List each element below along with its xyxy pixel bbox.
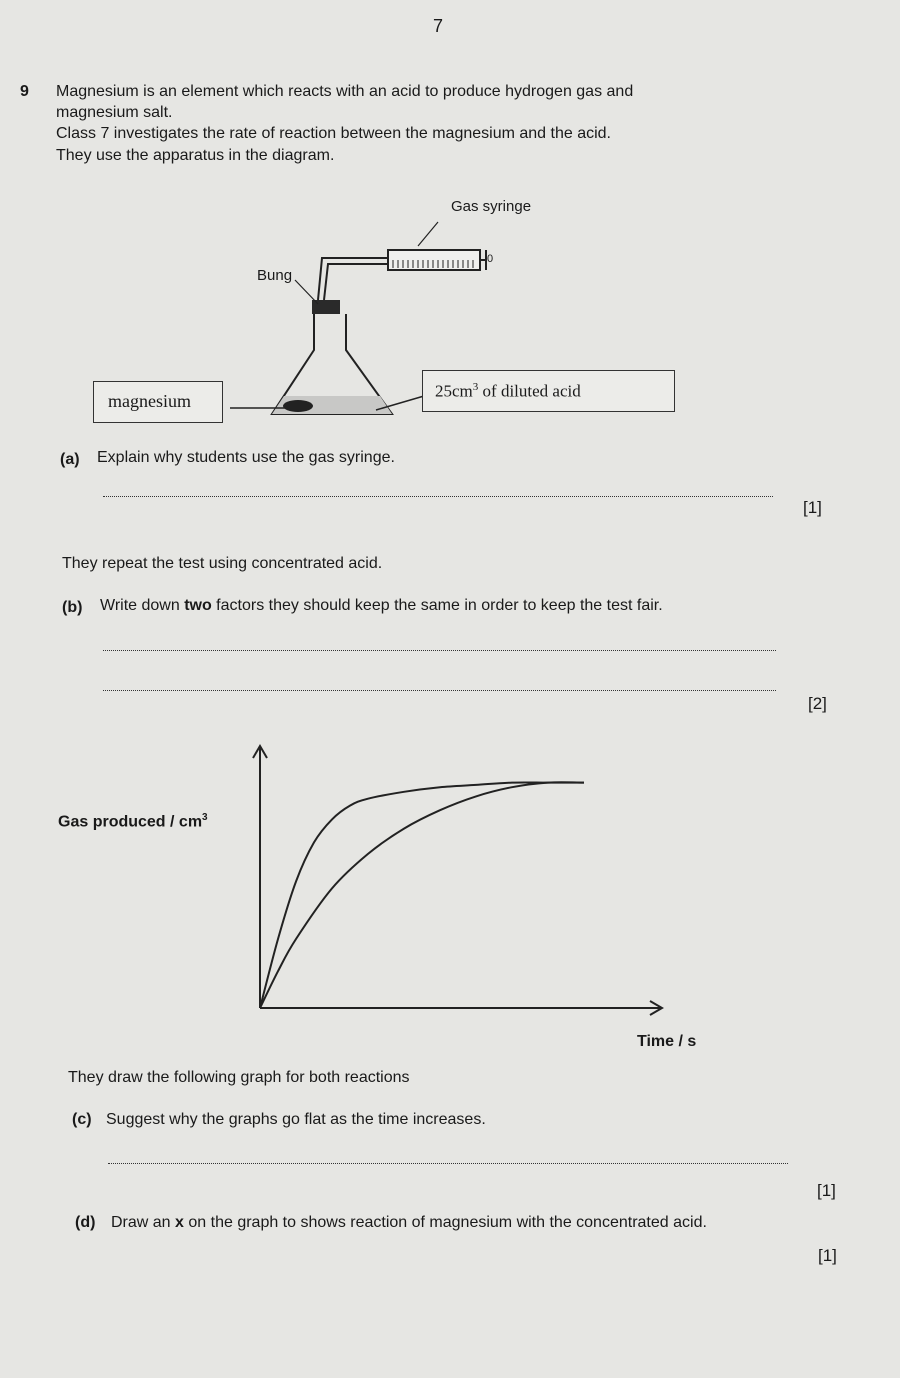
page-number: 7 <box>433 16 444 36</box>
part-c-text: Suggest why the graphs go flat as the time increases. <box>106 1111 486 1128</box>
syringe-barrel <box>388 250 480 270</box>
part-a-answer-line[interactable] <box>103 496 773 497</box>
series-line-1 <box>260 782 584 1008</box>
part-c-marks: [1] <box>817 1181 836 1200</box>
part-d-label: (d) <box>75 1214 96 1231</box>
acid-label: $25cm^3$ of diluted acid <box>435 381 581 401</box>
part-b-answer-line-1[interactable] <box>103 650 776 651</box>
part-a-label: (a) <box>60 451 80 468</box>
x-axis-label: Time / s <box>637 1033 697 1050</box>
part-b-label: (b) <box>62 599 83 616</box>
part-b-text: Write down two factors they should keep the same in order to keep the test fair. <box>100 597 663 614</box>
graph-caption: They draw the following graph for both reactions <box>68 1069 410 1086</box>
intro-line-1: Magnesium is an element which reacts with an acid to produce hydrogen gas and <box>56 83 634 100</box>
syringe-end-mark: 0 <box>487 253 494 265</box>
intro-line-3: Class 7 investigates the rate of reaction between the magnesium and the acid. <box>56 125 611 142</box>
part-d-marks: [1] <box>818 1246 837 1265</box>
y-axis-label: Gas produced / $cm^3$ <box>58 812 208 831</box>
intro-line-2: magnesium salt. <box>56 104 173 121</box>
part-b-answer-line-2[interactable] <box>103 690 776 691</box>
part-a-text: Explain why students use the gas syringe. <box>97 449 395 466</box>
acid-label-box <box>422 370 675 412</box>
gas-syringe-label: Gas syringe <box>451 198 532 215</box>
magnesium-label: magnesium <box>108 391 191 411</box>
part-c-label: (c) <box>72 1111 92 1128</box>
part-d-text: Draw an x on the graph to shows reaction of magnesium with the concentrated acid. <box>111 1214 707 1231</box>
part-c-answer-line[interactable] <box>108 1163 788 1164</box>
question-number: 9 <box>20 83 29 100</box>
reaction-graph <box>240 740 680 1025</box>
magnesium-ribbon <box>283 400 313 412</box>
series-line-2 <box>260 782 584 1008</box>
bung-label: Bung <box>257 267 293 284</box>
repeat-text: They repeat the test using concentrated acid. <box>62 555 383 572</box>
part-b-marks: [2] <box>808 694 827 713</box>
intro-line-4: They use the apparatus in the diagram. <box>56 147 335 164</box>
part-a-marks: [1] <box>803 498 822 517</box>
magnesium-label-box <box>93 381 223 423</box>
